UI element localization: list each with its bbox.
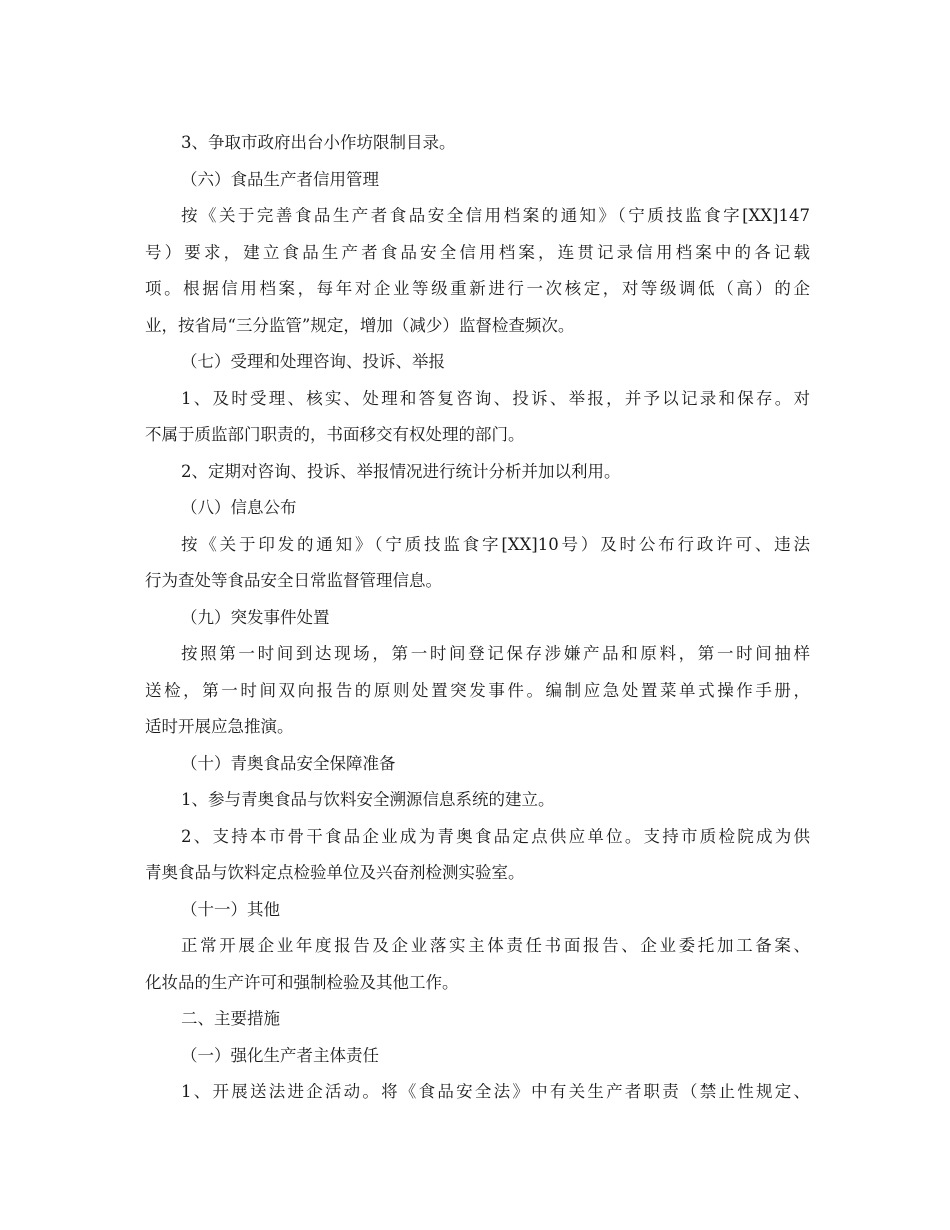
list-item: 3、争取市政府出台小作坊限制目录。	[181, 133, 456, 152]
section-heading: （一）强化生产者主体责任	[181, 1045, 379, 1065]
paragraph-line: 号）要求，建立食品生产者食品安全信用档案，连贯记录信用档案中的各记载	[145, 242, 810, 262]
paragraph-line: 1、及时受理、核实、处理和答复咨询、投诉、举报，并予以记录和保存。对	[181, 388, 810, 408]
paragraph-line: 业，按省局“三分监管”规定，增加（减少）监督检查频次。	[145, 315, 575, 335]
section-heading: （八）信息公布	[181, 498, 297, 517]
paragraph-line: 适时开展应急推演。	[145, 717, 294, 736]
paragraph-line: 按《关于印发的通知》（宁质技监食字[XX]10号）及时公布行政许可、违法	[181, 534, 810, 554]
section-heading: （十）青奥食品安全保障准备	[181, 753, 396, 773]
section-heading: （七）受理和处理咨询、投诉、举报	[181, 352, 445, 371]
list-item: 2、定期对咨询、投诉、举报情况进行统计分析并加以利用。	[181, 461, 621, 481]
paragraph-line: 2、支持本市骨干食品企业成为青奥食品定点供应单位。支持市质检院成为供	[181, 826, 810, 846]
paragraph-line: 按《关于完善食品生产者食品安全信用档案的通知》（宁质技监食字[XX]147	[181, 206, 810, 225]
section-heading: （十一）其他	[181, 899, 280, 919]
paragraph-line: 正常开展企业年度报告及企业落实主体责任书面报告、企业委托加工备案、	[181, 936, 810, 955]
paragraph-line: 按照第一时间到达现场，第一时间登记保存涉嫌产品和原料，第一时间抽样	[181, 644, 810, 663]
paragraph-line: 1、开展送法进企活动。将《食品安全法》中有关生产者职责（禁止性规定、	[181, 1082, 810, 1101]
paragraph-line: 送检，第一时间双向报告的原则处置突发事件。编制应急处置菜单式操作手册，	[145, 680, 810, 700]
section-heading: （六）食品生产者信用管理	[181, 169, 379, 189]
document-body	[145, 125, 810, 1111]
section-heading: （九）突发事件处置	[181, 607, 330, 627]
paragraph-line: 项。根据信用档案，每年对企业等级重新进行一次核定，对等级调低（高）的企	[145, 279, 810, 298]
paragraph-line: 青奥食品与饮料定点检验单位及兴奋剂检测实验室。	[145, 863, 525, 882]
paragraph-line: 化妆品的生产许可和强制检验及其他工作。	[145, 972, 459, 992]
paragraph-line: 不属于质监部门职责的，书面移交有权处理的部门。	[145, 425, 525, 444]
list-item: 1、参与青奥食品与饮料安全溯源信息系统的建立。	[181, 790, 555, 809]
chapter-heading: 二、主要措施	[181, 1009, 280, 1028]
paragraph-line: 行为查处等食品安全日常监督管理信息。	[145, 571, 442, 590]
